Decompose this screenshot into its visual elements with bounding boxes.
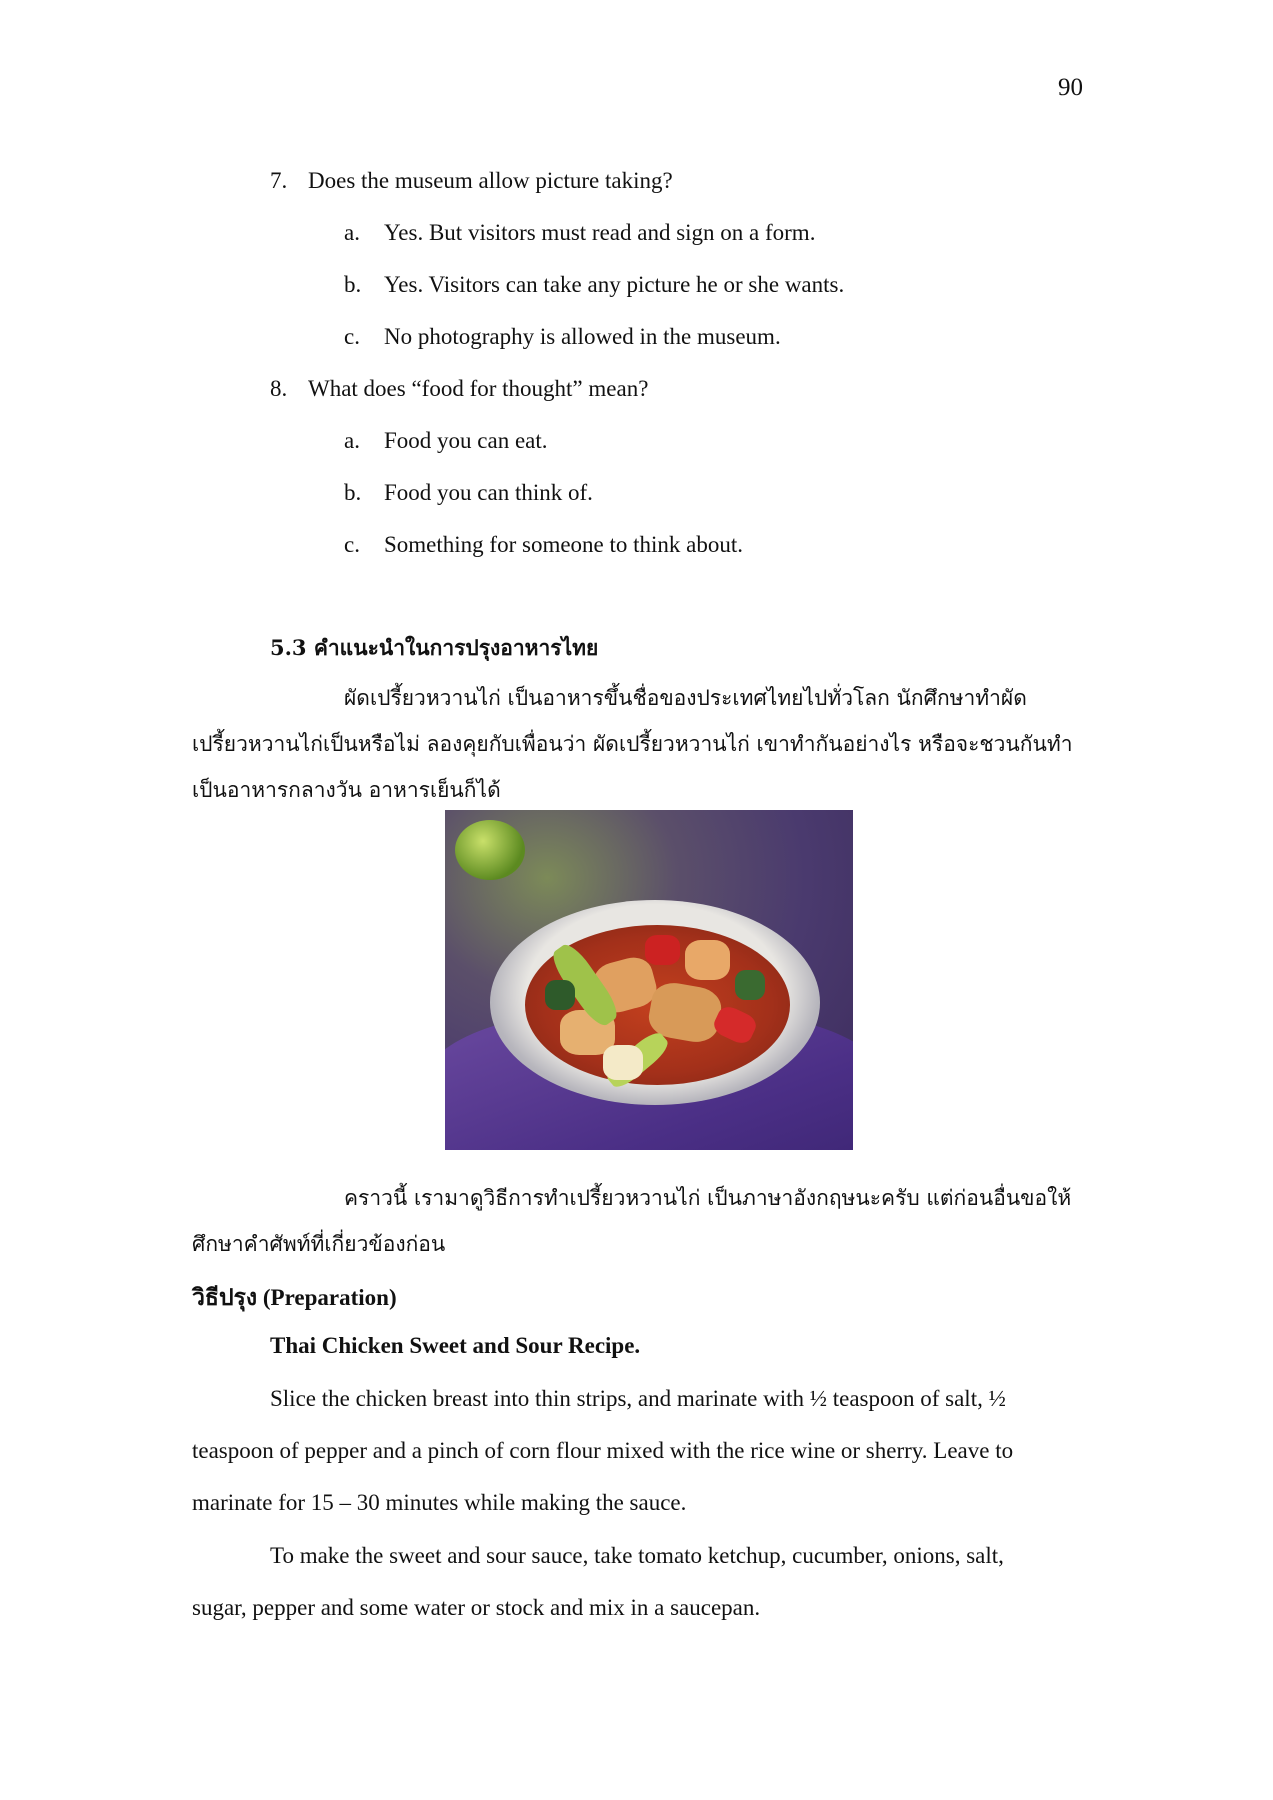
option-text: Food you can eat. xyxy=(384,428,548,453)
intro-line: เปรี้ยวหวานไก่เป็นหรือไม่ ลองคุยกับเพื่อนว่า ผัดเปรี้ยวหวานไก่ เขาทำกันอย่างไร หรือจะชวนกันทำ xyxy=(192,732,1073,756)
option-7c xyxy=(344,324,781,350)
paragraph-line: sugar, pepper and some water or stock and mix in a saucepan. xyxy=(192,1595,761,1620)
option-letter: c. xyxy=(344,532,360,557)
paragraph-line: marinate for 15 – 30 minutes while making the sauce. xyxy=(192,1490,687,1515)
sweet-sour-chicken-photo xyxy=(445,810,853,1150)
green-pepper xyxy=(455,820,525,880)
preparation-heading: วิธีปรุง (Preparation) xyxy=(192,1285,397,1310)
option-letter: b. xyxy=(344,480,362,505)
question-number: 8. xyxy=(270,376,288,401)
paragraph-line: To make the sweet and sour sauce, take tomato ketchup, cucumber, onions, salt, xyxy=(270,1543,1004,1568)
option-text: No photography is allowed in the museum. xyxy=(384,324,781,349)
option-8b xyxy=(344,480,593,506)
after-image-line: ศึกษาคำศัพท์ที่เกี่ยวข้องก่อน xyxy=(192,1232,446,1256)
cucumber xyxy=(545,980,575,1010)
recipe-title: Thai Chicken Sweet and Sour Recipe. xyxy=(270,1333,641,1358)
option-8a xyxy=(344,428,548,454)
option-7b xyxy=(344,272,844,298)
option-text: Yes. But visitors must read and sign on a form. xyxy=(384,220,816,245)
option-7a xyxy=(344,220,815,246)
option-letter: a. xyxy=(344,220,360,245)
question-7 xyxy=(270,168,673,194)
cucumber xyxy=(735,970,765,1000)
option-letter: c. xyxy=(344,324,360,349)
question-8 xyxy=(270,376,648,402)
paragraph-line: teaspoon of pepper and a pinch of corn flour mixed with the rice wine or sherry. Leave to xyxy=(192,1438,1014,1463)
onion xyxy=(603,1045,643,1080)
option-letter: b. xyxy=(344,272,362,297)
option-letter: a. xyxy=(344,428,360,453)
question-number: 7. xyxy=(270,168,288,193)
option-text: Food you can think of. xyxy=(384,480,593,505)
option-text: Yes. Visitors can take any picture he or she wants. xyxy=(384,272,845,297)
option-8c xyxy=(344,532,743,558)
paragraph-line: Slice the chicken breast into thin strips, and marinate with ½ teaspoon of salt, ½ xyxy=(270,1386,1006,1411)
chicken-piece xyxy=(685,940,730,980)
page-number: 90 xyxy=(1058,74,1083,101)
after-image-line: คราวนี้ เรามาดูวิธีการทำเปรี้ยวหวานไก่ เป็นภาษาอังกฤษนะครับ แต่ก่อนอื่นขอให้ xyxy=(344,1186,1072,1210)
question-text: What does “food for thought” mean? xyxy=(308,376,649,401)
section-heading: 5.3 คำแนะนำในการปรุงอาหารไทย xyxy=(270,635,599,660)
question-text: Does the museum allow picture taking? xyxy=(308,168,673,193)
red-pepper xyxy=(645,935,680,965)
option-text: Something for someone to think about. xyxy=(384,532,744,557)
intro-line: ผัดเปรี้ยวหวานไก่ เป็นอาหารขึ้นชื่อของประเทศไทยไปทั่วโลก นักศึกษาทำผัด xyxy=(344,686,1027,710)
intro-line: เป็นอาหารกลางวัน อาหารเย็นก็ได้ xyxy=(192,778,501,802)
